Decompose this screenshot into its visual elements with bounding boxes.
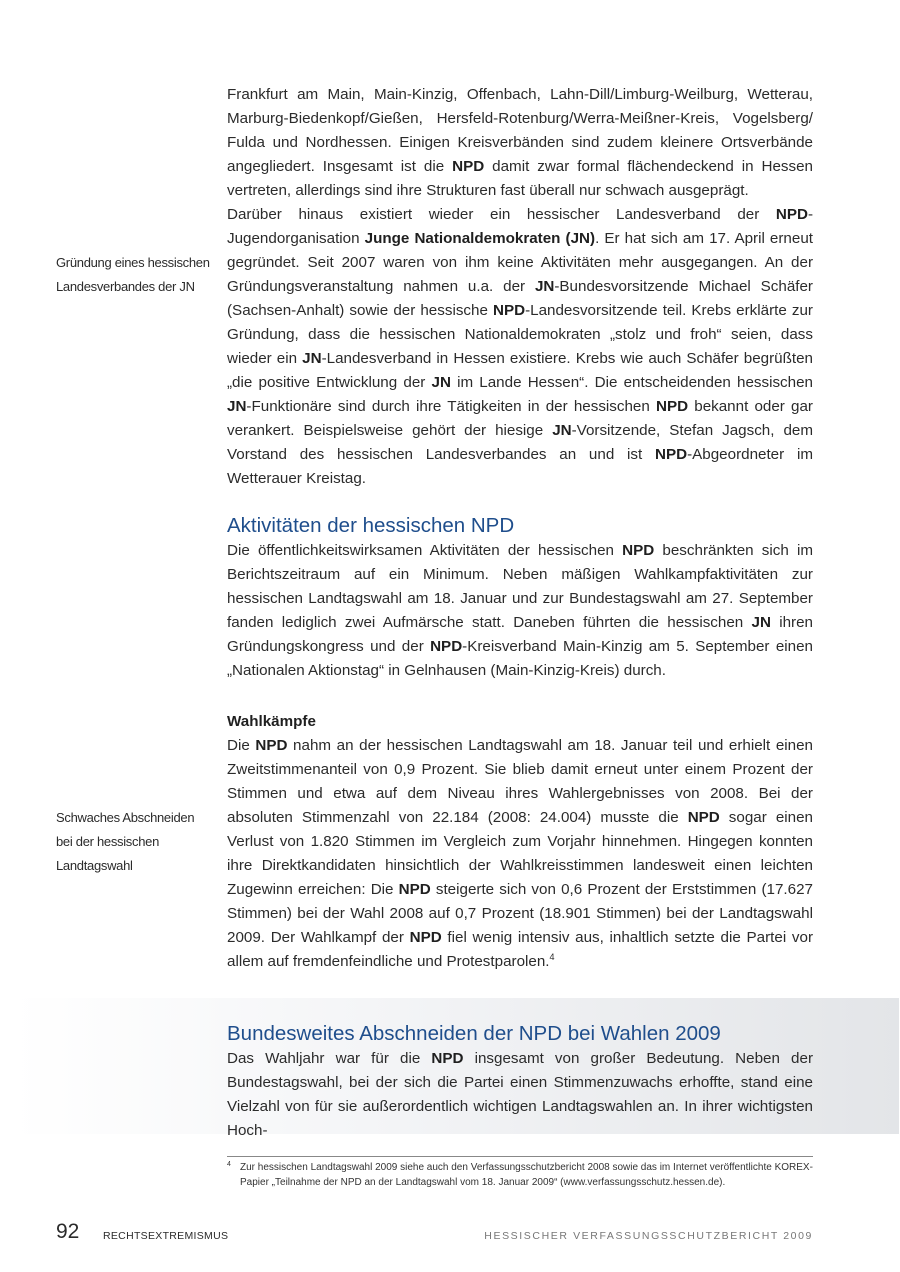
- footnote-number: 4: [227, 1161, 231, 1168]
- bold-term: NPD: [656, 398, 689, 415]
- bold-term: JN: [751, 614, 771, 631]
- footnote-reference[interactable]: 4: [549, 951, 555, 962]
- section-bundesweit: [227, 1021, 813, 1143]
- bold-term: Junge Nationaldemokraten (JN): [364, 230, 596, 247]
- paragraph-text: damit zwar formal flächendeckend in Hessen vertreten, allerdings sind ihre Strukturen fast überall nur schwach ausgeprägt.: [227, 158, 813, 199]
- section-heading: Bundesweites Abschneiden der NPD bei Wahlen 2009: [227, 1022, 721, 1045]
- text-run: bekannt oder gar verankert. Beispielsweise gehört der hiesige: [227, 398, 813, 439]
- footnote-text: Zur hessischen Landtagswahl 2009 siehe auch den Verfassungsschutzbericht 2008 sowie das im Internet veröffentlichte KOREX-Papier „Teilnahme der NPD an der Landtagswahl vom 18. Januar 2009“ (www.verfassungsschutz.hessen.de).: [240, 1162, 813, 1188]
- text-run: fiel wenig intensiv aus, inhaltlich setzte die Partei vor allem auf fremdenfeindliche und Protestparolen.: [227, 929, 813, 970]
- sidenote-line: Landesverbandes der JN: [56, 279, 195, 294]
- text-run: beschränkten sich im Berichtszeitraum auf ein Minimum. Neben mäßigen Wahlkampfaktivitäten zur hessischen Landtagswahl am 18. Januar und zur Bundestagswahl am 27. September fanden lediglich zwei Aufmärsche statt. Daneben führten die hessischen: [227, 542, 813, 631]
- paragraph-kreisverbaende: [227, 83, 813, 203]
- paragraph-text: [227, 737, 813, 970]
- text-run: -Abgeordneter im Wetterauer Kreistag.: [227, 446, 813, 487]
- running-header-right: HESSISCHER VERFASSUNGSSCHUTZBERICHT 2009: [484, 1230, 813, 1242]
- paragraph-text: Frankfurt am Main, Main-Kinzig, Offenbach, Lahn-Dill/Limburg-Weilburg, Wetterau, Marburg-Biedenkopf/Gießen, Hersfeld-Rotenburg/Werra-Meißner-Kreis, Vogelsberg/ Fulda und Nordhessen. Einigen Kreisverbänden sind zudem kleinere Ortsverbände angegliedert. Insgesamt ist die: [227, 86, 813, 175]
- bold-term: NPD: [622, 542, 655, 559]
- text-run: -Vorsitzende, Stefan Jagsch, dem Vorstand des hessischen Landesverbandes an und ist: [227, 422, 813, 463]
- section-heading: Aktivitäten der hessischen NPD: [227, 514, 515, 537]
- subheading: Wahlkämpfe: [227, 713, 316, 730]
- bold-term: JN: [552, 422, 572, 439]
- text-run: Das Wahljahr war für die: [227, 1050, 432, 1067]
- paragraph-aktivitaeten: [227, 539, 813, 683]
- footnote: [227, 1160, 813, 1190]
- text-run: insgesamt von großer Bedeutung. Neben der Bundestagswahl, bei der sich die Partei einen Stimmenzuwachs erhoffte, stand eine Vielzahl von für sie außerordentlich wichtigen Landtagswahlen an. In ihrer wichtigsten Hoch-: [227, 1050, 814, 1139]
- text-run: -Bundesvorsitzende Michael Schäfer (Sachsen-Anhalt) sowie der hessische: [227, 278, 813, 319]
- paragraph-jn: [227, 203, 813, 491]
- bold-term: NPD: [452, 158, 485, 175]
- section-aktivitaeten: [227, 513, 813, 683]
- sidenote-line: Gründung eines hessischen: [56, 255, 210, 270]
- text-run: sogar einen Verlust von 1.820 Stimmen im Vergleich zum Vorjahr hinnehmen. Hingegen konnten ihre Direktkandidaten hinsichtlich der Wahlkreisstimmen landesweit einen leichten Zugewinn erreichen: Die: [227, 809, 813, 898]
- sidenote-jn-gruendung: [56, 251, 216, 299]
- bold-term: NPD: [655, 446, 688, 463]
- bold-term: JN: [534, 278, 555, 295]
- text-run: . Er hat sich am 17. April erneut gegründet. Seit 2007 waren von ihm keine Aktivitäten mehr ausgegangen. An der Gründungsveranstaltung nahmen u.a. der: [227, 230, 813, 295]
- bold-term: NPD: [430, 638, 463, 655]
- sidenote-wahl: [56, 806, 216, 878]
- text-run: -Kreisverband Main-Kinzig am 5. September einen „Nationalen Aktionstag“ in Gelnhausen (Main-Kinzig-Kreis) durch.: [227, 638, 813, 679]
- page-number: 92: [56, 1220, 80, 1243]
- text-run: -Landesverband in Hessen existiere. Krebs wie auch Schäfer begrüßten „die positive Entwicklung der: [227, 350, 813, 391]
- bold-term: JN: [227, 398, 247, 415]
- paragraph-wahlkaempfe: [227, 734, 813, 974]
- bold-term: JN: [302, 350, 322, 367]
- text-run: steigerte sich von 0,6 Prozent der Erststimmen (17.627 Stimmen) bei der Wahl 2008 auf 0,7 Prozent (18.901 Stimmen) bei der Landtagswahl 2009. Der Wahlkampf der: [227, 881, 813, 946]
- paragraph-bundesweit: [227, 1047, 813, 1143]
- bold-term: NPD: [398, 881, 431, 898]
- text-run: im Lande Hessen“. Die entscheidenden hessischen: [450, 374, 813, 391]
- bold-term: NPD: [775, 206, 808, 223]
- text-run: ihren Gründungskongress und der: [227, 614, 813, 655]
- bold-term: NPD: [687, 809, 720, 826]
- text-run: -Funktionäre sind durch ihre Tätigkeiten in der hessischen: [246, 398, 656, 415]
- bold-term: JN: [431, 374, 451, 391]
- sidenote-line: Schwaches Abschneiden: [56, 810, 195, 825]
- sidenote-line: Landtagswahl: [56, 858, 133, 873]
- text-run: Die öffentlichkeitswirksamen Aktivitäten der hessischen: [227, 542, 623, 559]
- bold-term: NPD: [409, 929, 442, 946]
- text-run: Darüber hinaus existiert wieder ein hessischer Landesverband der: [227, 206, 776, 223]
- bold-term: NPD: [492, 302, 526, 319]
- text-run: -Jugendorganisation: [227, 206, 813, 247]
- bold-term: NPD: [431, 1050, 464, 1067]
- text-run: nahm an der hessischen Landtagswahl am 18. Januar teil und erhielt einen Zweitstimmenanteil von 0,9 Prozent. Sie blieb damit erneut unter einem Prozent der Stimmen und etwa auf dem Niveau ihres Wahlergebnisses von 2008. Bei der absoluten Stimmenzahl von 22.184 (2008: 24.004) musste die: [227, 737, 814, 826]
- bold-term: NPD: [255, 737, 288, 754]
- section-wahlkaempfe: [227, 710, 813, 974]
- text-run: Die: [227, 737, 256, 754]
- running-header-left: RECHTSEXTREMISMUS: [103, 1230, 229, 1242]
- sidenote-line: bei der hessischen: [56, 834, 159, 849]
- text-run: -Landesvorsitzende teil. Krebs erklärte zur Gründung, dass die hessischen Nationaldemokraten „stolz und froh“ seien, dass wieder ein: [227, 302, 813, 367]
- footnote-divider: [227, 1156, 813, 1157]
